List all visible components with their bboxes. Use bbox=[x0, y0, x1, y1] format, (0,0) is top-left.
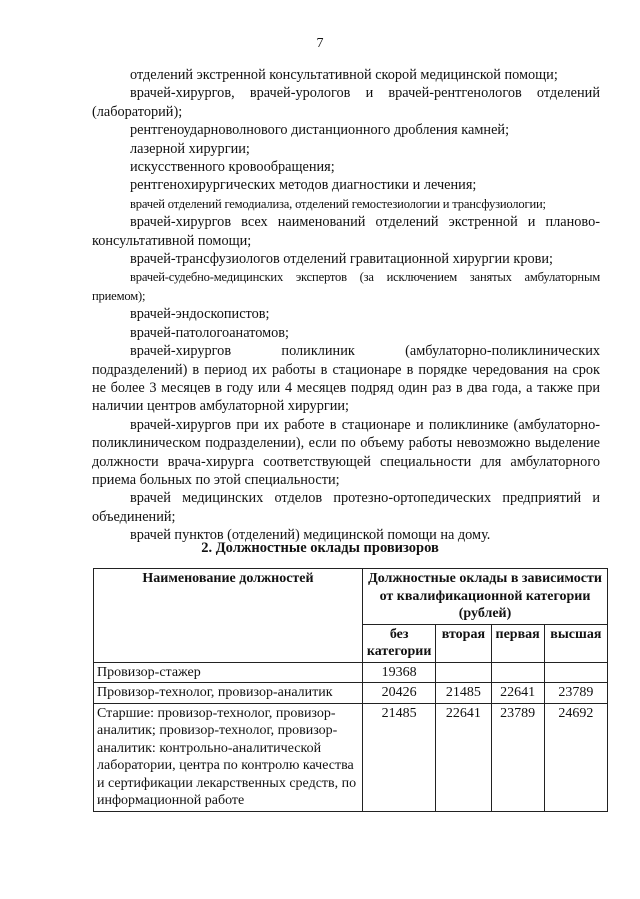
paragraph: врачей пунктов (отделений) медицинской помощи на дому. bbox=[130, 527, 491, 544]
paragraph: врачей медицинских отделов протезно-ортопедических предприятий и объединений; bbox=[92, 490, 600, 525]
cell-value: 20426 bbox=[363, 683, 436, 704]
cell-value: 21485 bbox=[363, 703, 436, 811]
paragraph: врачей-хирургов, врачей-урологов и врачей-рентгенологов отделений (лабораторий); bbox=[92, 85, 600, 120]
cell-value: 21485 bbox=[436, 683, 491, 704]
paragraph: рентгеноударноволнового дистанционного дробления камней; bbox=[130, 122, 510, 139]
cell-value bbox=[491, 662, 544, 683]
subheader-first: первая bbox=[491, 624, 544, 662]
paragraph: искусственного кровообращения; bbox=[130, 159, 335, 176]
subheader-highest: высшая bbox=[544, 624, 607, 662]
header-position-name: Наименование должностей bbox=[94, 569, 363, 663]
row-name: Провизор-технолог, провизор-аналитик bbox=[94, 683, 363, 704]
cell-value: 22641 bbox=[491, 683, 544, 704]
row-name: Провизор-стажер bbox=[94, 662, 363, 683]
cell-value: 19368 bbox=[363, 662, 436, 683]
cell-value bbox=[436, 662, 491, 683]
paragraph: врачей-эндоскопистов; bbox=[130, 306, 270, 323]
paragraph: врачей-хирургов поликлиник (амбулаторно-поликлинических подразделений) в период их работы в стационаре в порядке чередования на срок не более 3 месяцев в году или 4 месяцев подряд один раз в два года, а также при наличии центров амбулаторной хирургии; bbox=[92, 343, 600, 415]
salary-table bbox=[93, 568, 608, 812]
cell-value bbox=[544, 662, 607, 683]
subheader-second: вторая bbox=[436, 624, 491, 662]
cell-value: 23789 bbox=[544, 683, 607, 704]
paragraph: врачей-патологоанатомов; bbox=[130, 324, 290, 341]
table-row bbox=[94, 703, 608, 811]
paragraph: лазерной хирургии; bbox=[130, 140, 250, 157]
table-row bbox=[94, 662, 608, 683]
paragraph: врачей-судебно-медицинских экспертов (за исключением занятых амбулаторным приемом); bbox=[92, 270, 600, 303]
cell-value: 23789 bbox=[491, 703, 544, 811]
paragraph: врачей-трансфузиологов отделений гравитационной хирургии крови; bbox=[130, 251, 554, 268]
row-name: Старшие: провизор-технолог, провизор-аналитик; провизор-технолог, провизор-аналитик: контрольно-аналитической лаборатории, центра по контролю качества и сертификации лекарственных средств, по информационной работе bbox=[94, 703, 363, 811]
paragraph: врачей-хирургов всех наименований отделений экстренной и планово-консультативной помощи; bbox=[92, 214, 600, 249]
header-salary: Должностные оклады в зависимости от квалификационной категории (рублей) bbox=[363, 569, 608, 625]
body-text bbox=[92, 66, 600, 545]
cell-value: 24692 bbox=[544, 703, 607, 811]
table-row bbox=[94, 683, 608, 704]
cell-value: 22641 bbox=[436, 703, 491, 811]
paragraph: врачей отделений гемодиализа, отделений гемостезиологии и трансфузиологии; bbox=[130, 196, 546, 211]
subheader-no-category: без категории bbox=[363, 624, 436, 662]
section-title: 2. Должностные оклады провизоров bbox=[201, 540, 439, 556]
page-number: 7 bbox=[316, 36, 324, 51]
paragraph: рентгенохирургических методов диагностики и лечения; bbox=[130, 177, 477, 194]
paragraph: отделений экстренной консультативной скорой медицинской помощи; bbox=[130, 67, 558, 83]
table-header-row bbox=[94, 569, 608, 625]
paragraph: врачей-хирургов при их работе в стационаре и поликлинике (амбулаторно-поликлиническом подразделении), если по объему работы невозможно выделение должности врача-хирурга соответствующей специальности для амбулаторного приема больных по этой специальности; bbox=[92, 416, 600, 488]
